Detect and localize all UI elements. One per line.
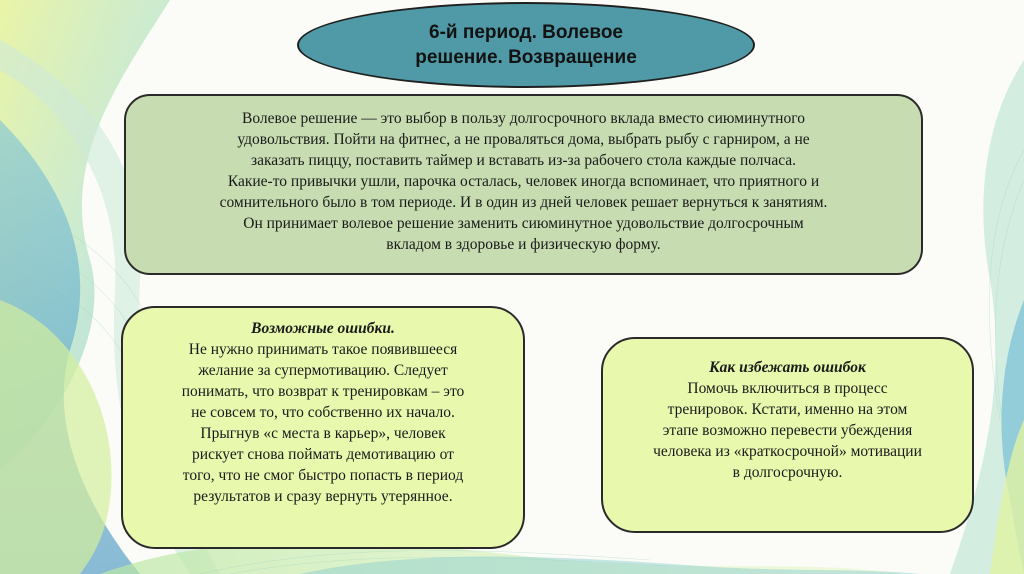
- avoid-errors-line: Помочь включиться в процесс: [687, 380, 888, 397]
- definition-line: Он принимает волевое решение заменить сиюминутное удовольствие долгосрочным: [243, 215, 804, 232]
- possible-errors-line: Не нужно принимать такое появившееся: [188, 341, 458, 358]
- avoid-errors-heading: Как избежать ошибок: [709, 359, 866, 376]
- possible-errors-line: результатов и сразу вернуть утерянное.: [193, 488, 453, 505]
- slide-title-line-1: 6-й период. Волевое: [429, 22, 623, 43]
- definition-line: удовольствия. Пойти на фитнес, а не проваляться дома, выбрать рыбу с гарниром, а не: [237, 131, 810, 148]
- possible-errors-heading: Возможные ошибки.: [251, 320, 395, 337]
- avoid-errors-line: этапе возможно перевести убеждения: [662, 422, 913, 439]
- possible-errors-line: того, что не смог быстро попасть в период: [182, 467, 464, 484]
- avoid-errors-line: человека из «краткосрочной» мотивации: [653, 443, 922, 460]
- possible-errors-box: [121, 306, 525, 549]
- slide-title: [376, 20, 676, 70]
- possible-errors-line: не совсем то, что собственно их начало.: [191, 404, 455, 421]
- definition-line: сомнительного было в том периоде. И в один из дней человек решает вернуться к занятиям.: [219, 194, 828, 211]
- possible-errors-line: рискует снова поймать демотивацию от: [192, 446, 454, 463]
- slide-title-line-2: решение. Возвращение: [415, 47, 637, 68]
- possible-errors-line: желание за супермотивацию. Следует: [198, 362, 448, 379]
- possible-errors-line: Прыгнув «с места в карьер», человек: [200, 425, 446, 442]
- avoid-errors-box: [601, 337, 974, 533]
- slide-title-ellipse: [297, 2, 755, 88]
- definition-line: заказать пиццу, поставить таймер и вставать из-за рабочего стола каждые полчаса.: [250, 152, 797, 169]
- possible-errors-line: понимать, что возврат к тренировкам – это: [181, 383, 465, 400]
- definition-line: Волевое решение — это выбор в пользу долгосрочного вклада вместо сиюминутного: [242, 110, 805, 127]
- avoid-errors-line: тренировок. Кстати, именно на этом: [667, 401, 908, 418]
- definition-box: [124, 94, 923, 275]
- definition-line: Какие-то привычки ушли, парочка осталась, человек иногда вспоминает, что приятного и: [227, 173, 820, 190]
- definition-line: вкладом в здоровье и физическую форму.: [386, 236, 661, 253]
- avoid-errors-line: в долгосрочную.: [732, 464, 843, 481]
